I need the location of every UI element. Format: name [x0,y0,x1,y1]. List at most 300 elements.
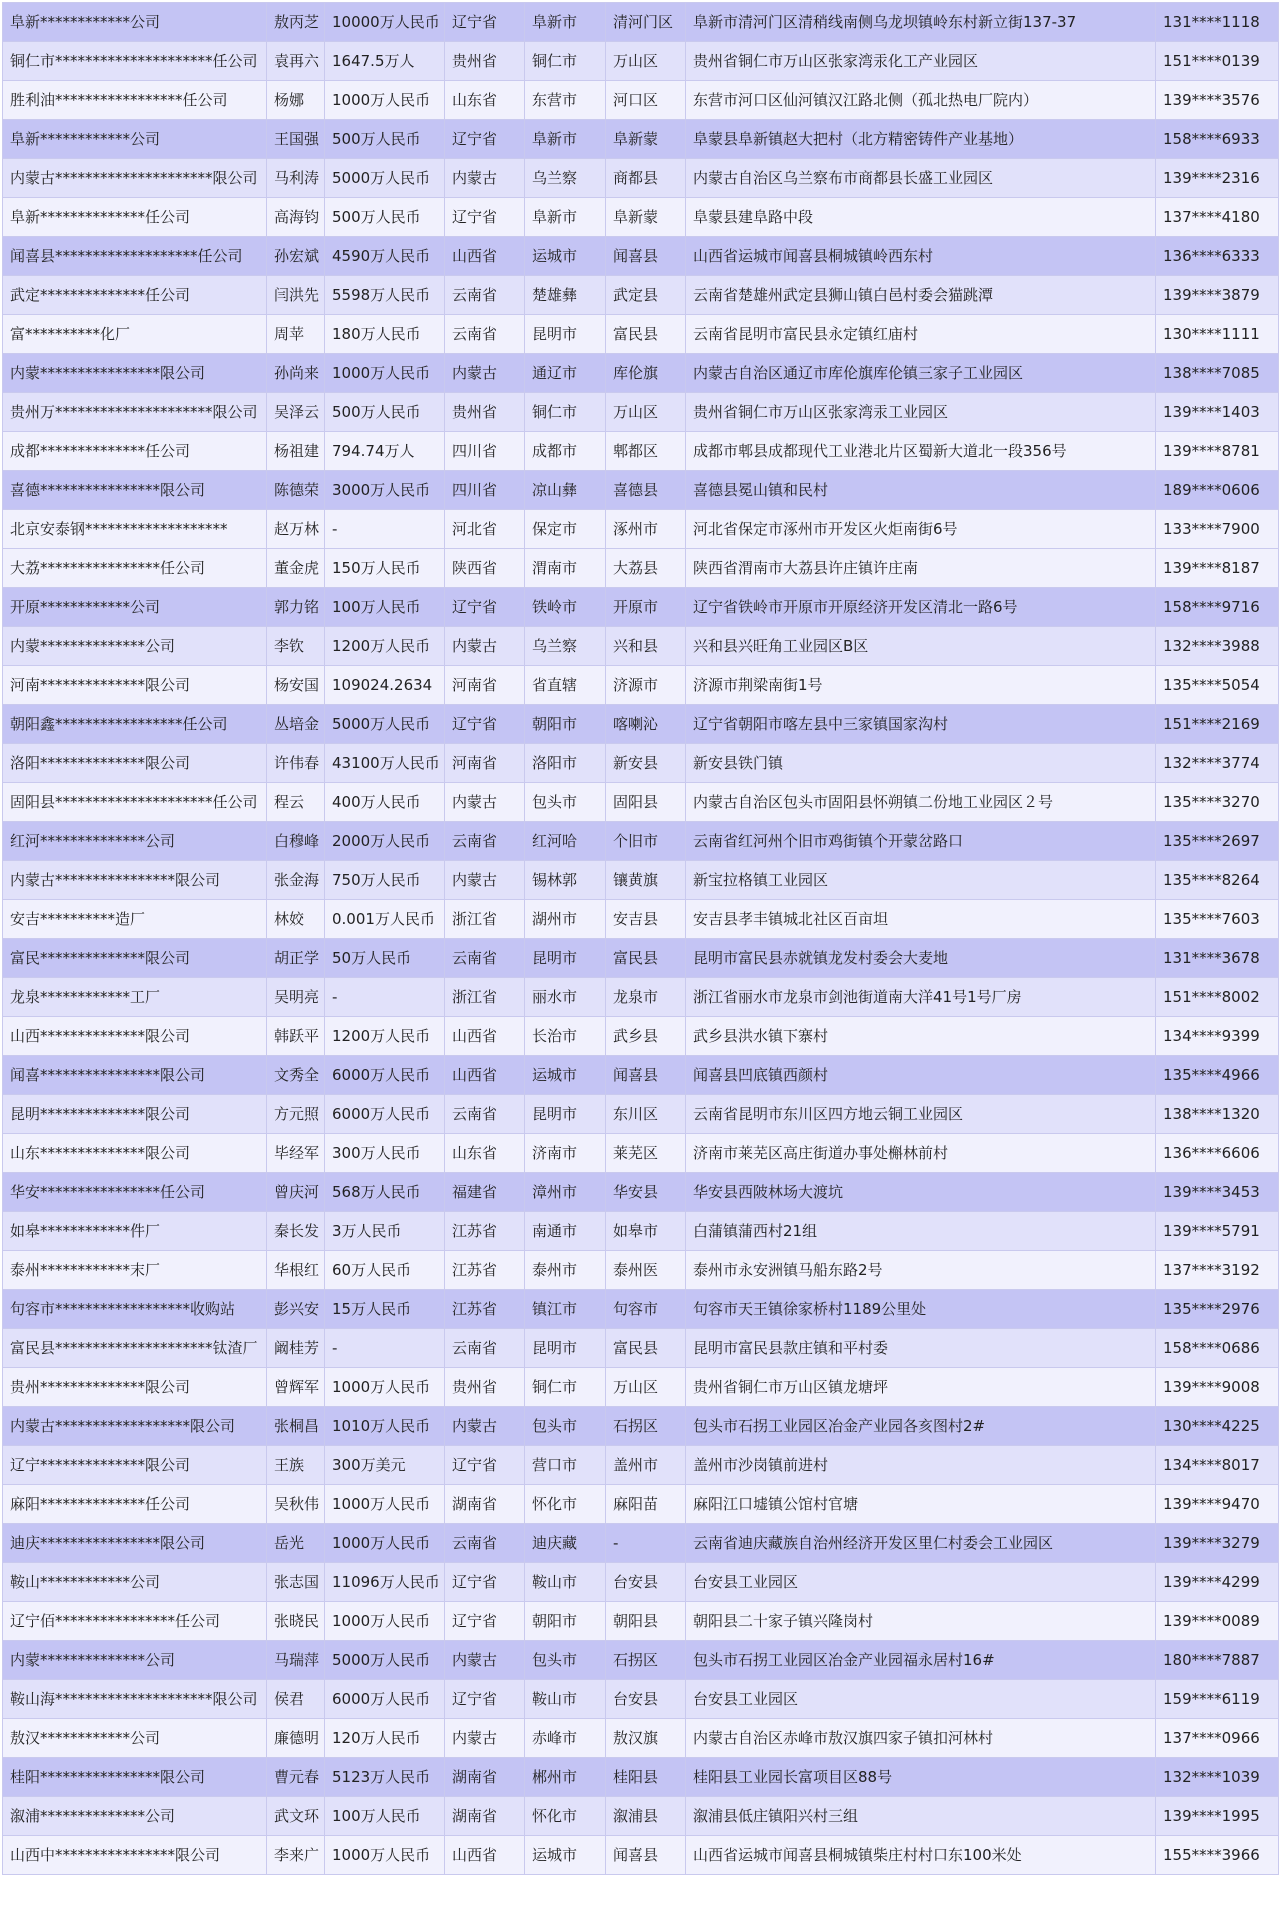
company-name-cell: 内蒙古****************限公司 [3,861,267,900]
table-row [3,783,1279,822]
phone-cell: 135****7603 [1156,900,1279,939]
capital-cell: 1000万人民币 [325,1524,445,1563]
company-name-cell: 泰州************末厂 [3,1251,267,1290]
province-cell: 山西省 [445,1836,525,1875]
phone-cell: 180****7887 [1156,1641,1279,1680]
capital-cell: 500万人民币 [325,198,445,237]
capital-cell: 400万人民币 [325,783,445,822]
phone-cell: 138****7085 [1156,354,1279,393]
table-row [3,1329,1279,1368]
phone-cell: 132****1039 [1156,1758,1279,1797]
capital-cell: 1000万人民币 [325,1836,445,1875]
table-row [3,471,1279,510]
legal-rep-cell: 高海钧 [267,198,325,237]
legal-rep-cell: 杨祖建 [267,432,325,471]
city-cell: 乌兰察 [525,159,606,198]
phone-cell: 137****3192 [1156,1251,1279,1290]
city-cell: 锡林郭 [525,861,606,900]
capital-cell: 120万人民币 [325,1719,445,1758]
phone-cell: 139****3453 [1156,1173,1279,1212]
company-name-cell: 阜新************公司 [3,120,267,159]
city-cell: 阜新市 [525,120,606,159]
address-cell: 河北省保定市涿州市开发区火炬南街6号 [686,510,1156,549]
district-cell: 闻喜县 [606,1056,686,1095]
company-name-cell: 开原************公司 [3,588,267,627]
phone-cell: 189****0606 [1156,471,1279,510]
phone-cell: 155****3966 [1156,1836,1279,1875]
address-cell: 浙江省丽水市龙泉市剑池街道南大洋41号1号厂房 [686,978,1156,1017]
phone-cell: 139****5791 [1156,1212,1279,1251]
phone-cell: 139****3279 [1156,1524,1279,1563]
capital-cell: 1000万人民币 [325,1485,445,1524]
city-cell: 鞍山市 [525,1680,606,1719]
capital-cell: 1200万人民币 [325,1017,445,1056]
address-cell: 云南省楚雄州武定县狮山镇白邑村委会猫跳潭 [686,276,1156,315]
phone-cell: 134****9399 [1156,1017,1279,1056]
phone-cell: 151****8002 [1156,978,1279,1017]
table-row [3,159,1279,198]
district-cell: 武定县 [606,276,686,315]
phone-cell: 131****3678 [1156,939,1279,978]
city-cell: 铜仁市 [525,1368,606,1407]
legal-rep-cell: 白穆峰 [267,822,325,861]
province-cell: 福建省 [445,1173,525,1212]
city-cell: 乌兰察 [525,627,606,666]
phone-cell: 135****4966 [1156,1056,1279,1095]
city-cell: 泰州市 [525,1251,606,1290]
legal-rep-cell: 丛培金 [267,705,325,744]
phone-cell: 139****0089 [1156,1602,1279,1641]
table-row [3,900,1279,939]
company-name-cell: 龙泉************工厂 [3,978,267,1017]
legal-rep-cell: 吴秋伟 [267,1485,325,1524]
capital-cell: 1000万人民币 [325,354,445,393]
phone-cell: 133****7900 [1156,510,1279,549]
province-cell: 云南省 [445,276,525,315]
table-row [3,822,1279,861]
legal-rep-cell: 陈德荣 [267,471,325,510]
phone-cell: 139****2316 [1156,159,1279,198]
province-cell: 云南省 [445,939,525,978]
legal-rep-cell: 吴泽云 [267,393,325,432]
table-row [3,1368,1279,1407]
table-row [3,978,1279,1017]
capital-cell: - [325,978,445,1017]
province-cell: 辽宁省 [445,1446,525,1485]
address-cell: 包头市石拐工业园区冶金产业园各亥图村2# [686,1407,1156,1446]
address-cell: 济源市荆梁南街1号 [686,666,1156,705]
city-cell: 长治市 [525,1017,606,1056]
province-cell: 浙江省 [445,978,525,1017]
address-cell: 句容市天王镇徐家桥村1189公里处 [686,1290,1156,1329]
phone-cell: 139****9008 [1156,1368,1279,1407]
company-name-cell: 大荔****************任公司 [3,549,267,588]
district-cell: 麻阳苗 [606,1485,686,1524]
phone-cell: 139****4299 [1156,1563,1279,1602]
company-name-cell: 贵州**************限公司 [3,1368,267,1407]
phone-cell: 139****8781 [1156,432,1279,471]
address-cell: 贵州省铜仁市万山区镇龙塘坪 [686,1368,1156,1407]
district-cell: 莱芜区 [606,1134,686,1173]
company-name-cell: 句容市******************收购站 [3,1290,267,1329]
legal-rep-cell: 文秀全 [267,1056,325,1095]
address-cell: 昆明市富民县赤就镇龙发村委会大麦地 [686,939,1156,978]
district-cell: 闻喜县 [606,1836,686,1875]
table-row [3,1602,1279,1641]
phone-cell: 132****3774 [1156,744,1279,783]
table-row [3,1758,1279,1797]
table-row [3,237,1279,276]
capital-cell: - [325,510,445,549]
address-cell: 包头市石拐工业园区冶金产业园福永居村16# [686,1641,1156,1680]
legal-rep-cell: 侯君 [267,1680,325,1719]
company-name-cell: 麻阳**************任公司 [3,1485,267,1524]
phone-cell: 139****8187 [1156,549,1279,588]
city-cell: 洛阳市 [525,744,606,783]
province-cell: 云南省 [445,1329,525,1368]
city-cell: 郴州市 [525,1758,606,1797]
table-row [3,1251,1279,1290]
province-cell: 内蒙古 [445,159,525,198]
city-cell: 镇江市 [525,1290,606,1329]
capital-cell: 1000万人民币 [325,1602,445,1641]
city-cell: 南通市 [525,1212,606,1251]
company-name-cell: 闻喜县*******************任公司 [3,237,267,276]
table-row [3,666,1279,705]
city-cell: 营口市 [525,1446,606,1485]
address-cell: 武乡县洪水镇下寨村 [686,1017,1156,1056]
legal-rep-cell: 张志国 [267,1563,325,1602]
capital-cell: 5000万人民币 [325,705,445,744]
table-row [3,1641,1279,1680]
district-cell: 武乡县 [606,1017,686,1056]
capital-cell: 0.001万人民币 [325,900,445,939]
district-cell: 桂阳县 [606,1758,686,1797]
company-name-cell: 内蒙古*********************限公司 [3,159,267,198]
phone-cell: 139****1995 [1156,1797,1279,1836]
table-row [3,1719,1279,1758]
table-row [3,1290,1279,1329]
province-cell: 辽宁省 [445,1602,525,1641]
city-cell: 东营市 [525,81,606,120]
legal-rep-cell: 岳光 [267,1524,325,1563]
address-cell: 昆明市富民县款庄镇和平村委 [686,1329,1156,1368]
table-row [3,120,1279,159]
city-cell: 漳州市 [525,1173,606,1212]
city-cell: 阜新市 [525,3,606,42]
capital-cell: 180万人民币 [325,315,445,354]
district-cell: 清河门区 [606,3,686,42]
phone-cell: 139****1403 [1156,393,1279,432]
city-cell: 济南市 [525,1134,606,1173]
district-cell: 盖州市 [606,1446,686,1485]
company-name-cell: 河南**************限公司 [3,666,267,705]
province-cell: 内蒙古 [445,783,525,822]
city-cell: 怀化市 [525,1485,606,1524]
company-name-cell: 富**********化厂 [3,315,267,354]
table-row [3,3,1279,42]
city-cell: 昆明市 [525,1095,606,1134]
district-cell: 兴和县 [606,627,686,666]
capital-cell: 1000万人民币 [325,81,445,120]
legal-rep-cell: 阚桂芳 [267,1329,325,1368]
legal-rep-cell: 杨安国 [267,666,325,705]
legal-rep-cell: 郭力铭 [267,588,325,627]
address-cell: 济南市莱芜区高庄街道办事处槲林前村 [686,1134,1156,1173]
capital-cell: 109024.2634 [325,666,445,705]
capital-cell: 50万人民币 [325,939,445,978]
district-cell: 闻喜县 [606,237,686,276]
company-name-cell: 桂阳****************限公司 [3,1758,267,1797]
province-cell: 辽宁省 [445,588,525,627]
address-cell: 盖州市沙岗镇前进村 [686,1446,1156,1485]
district-cell: 涿州市 [606,510,686,549]
address-cell: 阜蒙县阜新镇赵大把村（北方精密铸件产业基地） [686,120,1156,159]
legal-rep-cell: 彭兴安 [267,1290,325,1329]
capital-cell: 100万人民币 [325,1797,445,1836]
capital-cell: 4590万人民币 [325,237,445,276]
city-cell: 昆明市 [525,1329,606,1368]
legal-rep-cell: 华根红 [267,1251,325,1290]
capital-cell: 568万人民币 [325,1173,445,1212]
phone-cell: 158****9716 [1156,588,1279,627]
province-cell: 云南省 [445,1524,525,1563]
table-row [3,81,1279,120]
legal-rep-cell: 吴明亮 [267,978,325,1017]
city-cell: 湖州市 [525,900,606,939]
phone-cell: 136****6606 [1156,1134,1279,1173]
company-name-cell: 红河**************公司 [3,822,267,861]
table-row [3,1524,1279,1563]
table-row [3,1680,1279,1719]
legal-rep-cell: 林姣 [267,900,325,939]
city-cell: 昆明市 [525,939,606,978]
legal-rep-cell: 袁再六 [267,42,325,81]
company-name-cell: 山西**************限公司 [3,1017,267,1056]
address-cell: 白蒲镇蒲西村21组 [686,1212,1156,1251]
table-row [3,1563,1279,1602]
company-name-cell: 山东**************限公司 [3,1134,267,1173]
province-cell: 江苏省 [445,1212,525,1251]
city-cell: 运城市 [525,1056,606,1095]
legal-rep-cell: 程云 [267,783,325,822]
district-cell: 石拐区 [606,1407,686,1446]
company-table [2,2,1279,1875]
city-cell: 朝阳市 [525,705,606,744]
table-row [3,744,1279,783]
address-cell: 山西省运城市闻喜县桐城镇岭西东村 [686,237,1156,276]
capital-cell: 3万人民币 [325,1212,445,1251]
address-cell: 溆浦县低庄镇阳兴村三组 [686,1797,1156,1836]
company-name-cell: 内蒙**************公司 [3,627,267,666]
table-row [3,1797,1279,1836]
city-cell: 楚雄彝 [525,276,606,315]
table-row [3,861,1279,900]
phone-cell: 135****2697 [1156,822,1279,861]
capital-cell: 1000万人民币 [325,1368,445,1407]
province-cell: 山西省 [445,1056,525,1095]
legal-rep-cell: 秦长发 [267,1212,325,1251]
address-cell: 桂阳县工业园长富项目区88号 [686,1758,1156,1797]
address-cell: 内蒙古自治区赤峰市敖汉旗四家子镇扣河林村 [686,1719,1156,1758]
legal-rep-cell: 胡正学 [267,939,325,978]
city-cell: 铜仁市 [525,393,606,432]
address-cell: 云南省红河州个旧市鸡街镇个开蒙岔路口 [686,822,1156,861]
capital-cell: - [325,1329,445,1368]
capital-cell: 1647.5万人 [325,42,445,81]
legal-rep-cell: 周苹 [267,315,325,354]
district-cell: 大荔县 [606,549,686,588]
table-row [3,42,1279,81]
capital-cell: 43100万人民币 [325,744,445,783]
table-row [3,1173,1279,1212]
district-cell: 台安县 [606,1680,686,1719]
city-cell: 包头市 [525,783,606,822]
address-cell: 兴和县兴旺角工业园区B区 [686,627,1156,666]
phone-cell: 134****8017 [1156,1446,1279,1485]
company-name-cell: 朝阳鑫*****************任公司 [3,705,267,744]
legal-rep-cell: 廉德明 [267,1719,325,1758]
legal-rep-cell: 曾庆河 [267,1173,325,1212]
province-cell: 辽宁省 [445,198,525,237]
phone-cell: 151****2169 [1156,705,1279,744]
district-cell: 富民县 [606,939,686,978]
city-cell: 红河哈 [525,822,606,861]
district-cell: 万山区 [606,42,686,81]
province-cell: 内蒙古 [445,354,525,393]
legal-rep-cell: 毕经军 [267,1134,325,1173]
city-cell: 鞍山市 [525,1563,606,1602]
city-cell: 朝阳市 [525,1602,606,1641]
capital-cell: 750万人民币 [325,861,445,900]
province-cell: 河北省 [445,510,525,549]
district-cell: 台安县 [606,1563,686,1602]
table-row [3,1407,1279,1446]
province-cell: 山东省 [445,1134,525,1173]
district-cell: 商都县 [606,159,686,198]
province-cell: 山西省 [445,237,525,276]
province-cell: 内蒙古 [445,861,525,900]
district-cell: 喀喇沁 [606,705,686,744]
company-name-cell: 内蒙**************公司 [3,1641,267,1680]
province-cell: 湖南省 [445,1797,525,1836]
capital-cell: 150万人民币 [325,549,445,588]
address-cell: 闻喜县凹底镇西颜村 [686,1056,1156,1095]
table-row [3,1836,1279,1875]
city-cell: 凉山彝 [525,471,606,510]
legal-rep-cell: 敖丙芝 [267,3,325,42]
legal-rep-cell: 董金虎 [267,549,325,588]
province-cell: 四川省 [445,432,525,471]
company-name-cell: 喜德****************限公司 [3,471,267,510]
company-name-cell: 闻喜****************限公司 [3,1056,267,1095]
table-row [3,276,1279,315]
address-cell: 新安县铁门镇 [686,744,1156,783]
capital-cell: 5000万人民币 [325,159,445,198]
table-row [3,705,1279,744]
province-cell: 江苏省 [445,1290,525,1329]
capital-cell: 5123万人民币 [325,1758,445,1797]
city-cell: 丽水市 [525,978,606,1017]
company-name-cell: 贵州万*********************限公司 [3,393,267,432]
table-row [3,1485,1279,1524]
province-cell: 浙江省 [445,900,525,939]
address-cell: 阜蒙县建阜路中段 [686,198,1156,237]
city-cell: 包头市 [525,1641,606,1680]
phone-cell: 130****4225 [1156,1407,1279,1446]
district-cell: 句容市 [606,1290,686,1329]
company-name-cell: 辽宁**************限公司 [3,1446,267,1485]
company-name-cell: 铜仁市*********************任公司 [3,42,267,81]
district-cell: 新安县 [606,744,686,783]
district-cell: 安吉县 [606,900,686,939]
province-cell: 辽宁省 [445,705,525,744]
capital-cell: 10000万人民币 [325,3,445,42]
company-name-cell: 华安****************任公司 [3,1173,267,1212]
company-name-cell: 固阳县*********************任公司 [3,783,267,822]
capital-cell: 15万人民币 [325,1290,445,1329]
company-name-cell: 胜利油*****************任公司 [3,81,267,120]
province-cell: 湖南省 [445,1485,525,1524]
district-cell: 郫都区 [606,432,686,471]
address-cell: 辽宁省铁岭市开原市开原经济开发区清北一路6号 [686,588,1156,627]
province-cell: 云南省 [445,315,525,354]
address-cell: 陕西省渭南市大荔县许庄镇许庄南 [686,549,1156,588]
company-name-cell: 昆明**************限公司 [3,1095,267,1134]
district-cell: 泰州医 [606,1251,686,1290]
capital-cell: 60万人民币 [325,1251,445,1290]
phone-cell: 131****1118 [1156,3,1279,42]
legal-rep-cell: 孙宏斌 [267,237,325,276]
address-cell: 贵州省铜仁市万山区张家湾汞化工产业园区 [686,42,1156,81]
legal-rep-cell: 张晓民 [267,1602,325,1641]
district-cell: 固阳县 [606,783,686,822]
address-cell: 云南省昆明市富民县永定镇红庙村 [686,315,1156,354]
phone-cell: 136****6333 [1156,237,1279,276]
legal-rep-cell: 张金海 [267,861,325,900]
city-cell: 渭南市 [525,549,606,588]
province-cell: 四川省 [445,471,525,510]
phone-cell: 132****3988 [1156,627,1279,666]
district-cell: 阜新蒙 [606,198,686,237]
capital-cell: 6000万人民币 [325,1095,445,1134]
phone-cell: 135****3270 [1156,783,1279,822]
company-name-cell: 鞍山海*********************限公司 [3,1680,267,1719]
table-row [3,627,1279,666]
table-row [3,1017,1279,1056]
district-cell: 万山区 [606,1368,686,1407]
city-cell: 阜新市 [525,198,606,237]
address-cell: 麻阳江口墟镇公馆村官塘 [686,1485,1156,1524]
province-cell: 河南省 [445,744,525,783]
province-cell: 辽宁省 [445,1680,525,1719]
capital-cell: 11096万人民币 [325,1563,445,1602]
city-cell: 省直辖 [525,666,606,705]
city-cell: 保定市 [525,510,606,549]
phone-cell: 135****5054 [1156,666,1279,705]
city-cell: 赤峰市 [525,1719,606,1758]
company-name-cell: 安吉**********造厂 [3,900,267,939]
capital-cell: 794.74万人 [325,432,445,471]
company-name-cell: 溆浦**************公司 [3,1797,267,1836]
company-name-cell: 成都**************任公司 [3,432,267,471]
company-name-cell: 迪庆****************限公司 [3,1524,267,1563]
province-cell: 陕西省 [445,549,525,588]
address-cell: 安吉县孝丰镇城北社区百亩坦 [686,900,1156,939]
capital-cell: 300万人民币 [325,1134,445,1173]
province-cell: 贵州省 [445,1368,525,1407]
province-cell: 贵州省 [445,393,525,432]
